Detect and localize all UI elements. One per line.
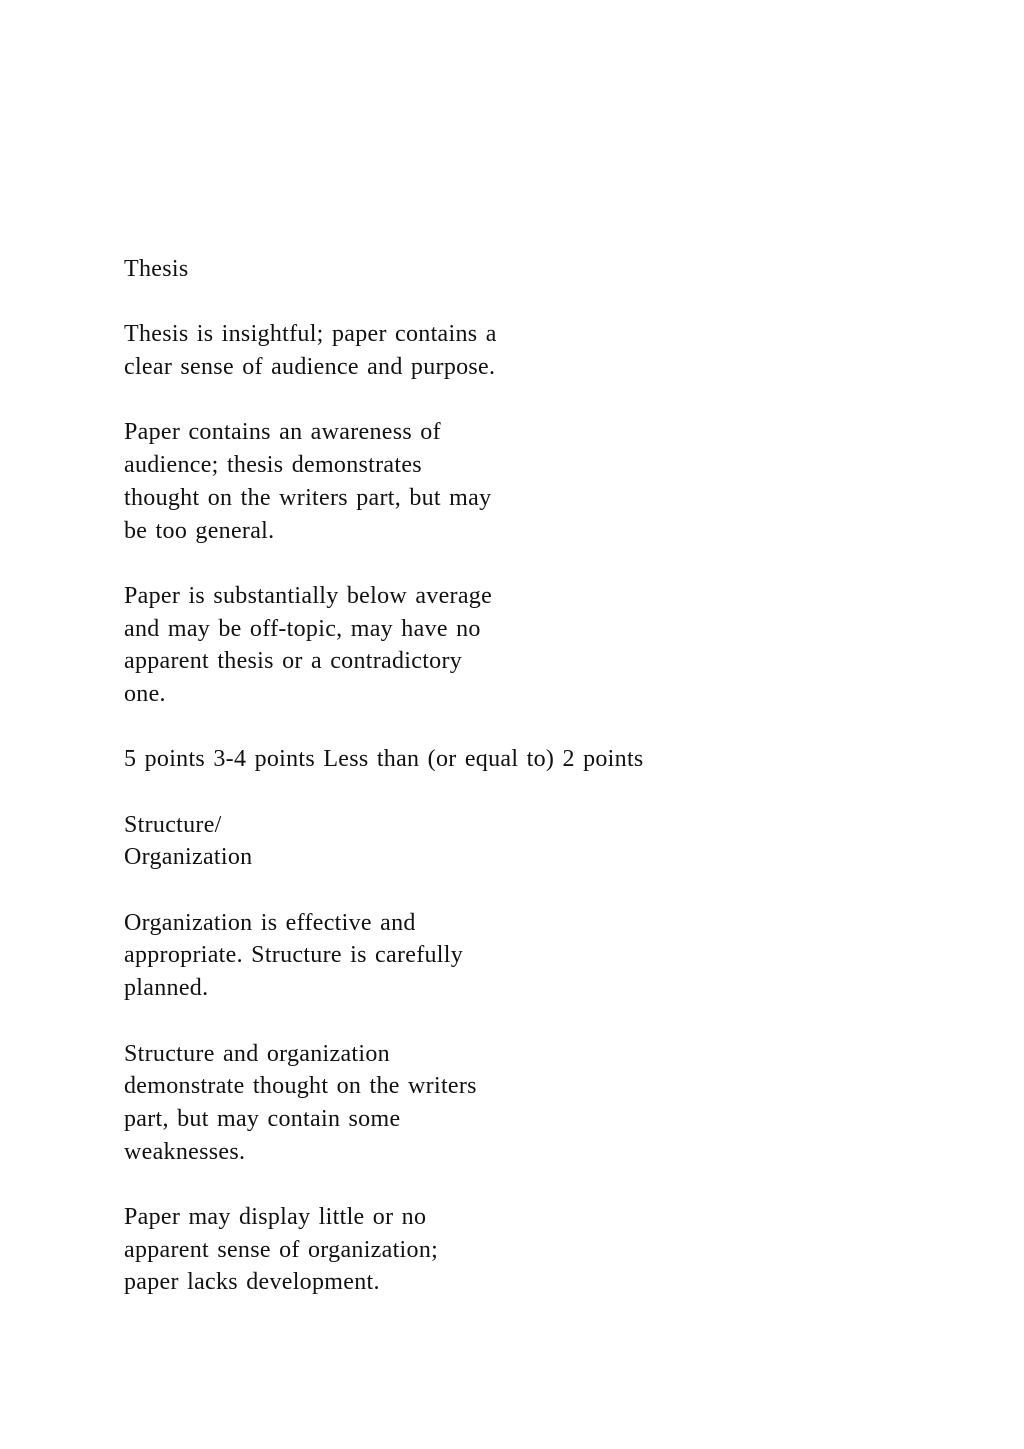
text-line: Paper may display little or no (124, 1203, 427, 1230)
text-line: thought on the writers part, but may (124, 484, 492, 511)
text-line: Organization is effective and (124, 909, 416, 936)
text-line: clear sense of audience and purpose. (124, 354, 496, 381)
text-line: 5 points 3-4 points Less than (or equal to) 2 points (124, 746, 644, 773)
text-line: Paper contains an awareness of (124, 419, 441, 446)
criterion-below-average (124, 580, 884, 711)
section-heading: Thesis (124, 256, 189, 282)
text-line: planned. (124, 975, 209, 1002)
text-line: Thesis is insightful; paper contains a (124, 321, 497, 348)
section-thesis (124, 253, 884, 809)
text-line: one. (124, 680, 166, 707)
section-heading: Organization (124, 844, 253, 871)
criterion-excellent (124, 318, 884, 383)
text-line: apparent thesis or a contradictory (124, 648, 463, 675)
criterion-below-average (124, 1201, 884, 1299)
text-line: and may be off-topic, may have no (124, 615, 481, 642)
text-line: audience; thesis demonstrates (124, 452, 422, 479)
text-line: demonstrate thought on the writers (124, 1073, 477, 1100)
text-line: paper lacks development. (124, 1269, 380, 1296)
text-line: weaknesses. (124, 1138, 246, 1165)
criterion-excellent (124, 907, 884, 1005)
section-structure-organization (124, 809, 884, 1299)
text-line: be too general. (124, 517, 275, 544)
points-scale (124, 743, 884, 776)
text-line: Structure and organization (124, 1040, 390, 1067)
text-line: Paper is substantially below average (124, 582, 493, 609)
document-body (124, 253, 884, 1299)
criterion-average (124, 1038, 884, 1169)
text-line: appropriate. Structure is carefully (124, 942, 464, 969)
section-heading: Structure/ (124, 811, 222, 838)
criterion-average (124, 416, 884, 547)
text-line: part, but may contain some (124, 1105, 401, 1132)
text-line: apparent sense of organization; (124, 1236, 439, 1263)
